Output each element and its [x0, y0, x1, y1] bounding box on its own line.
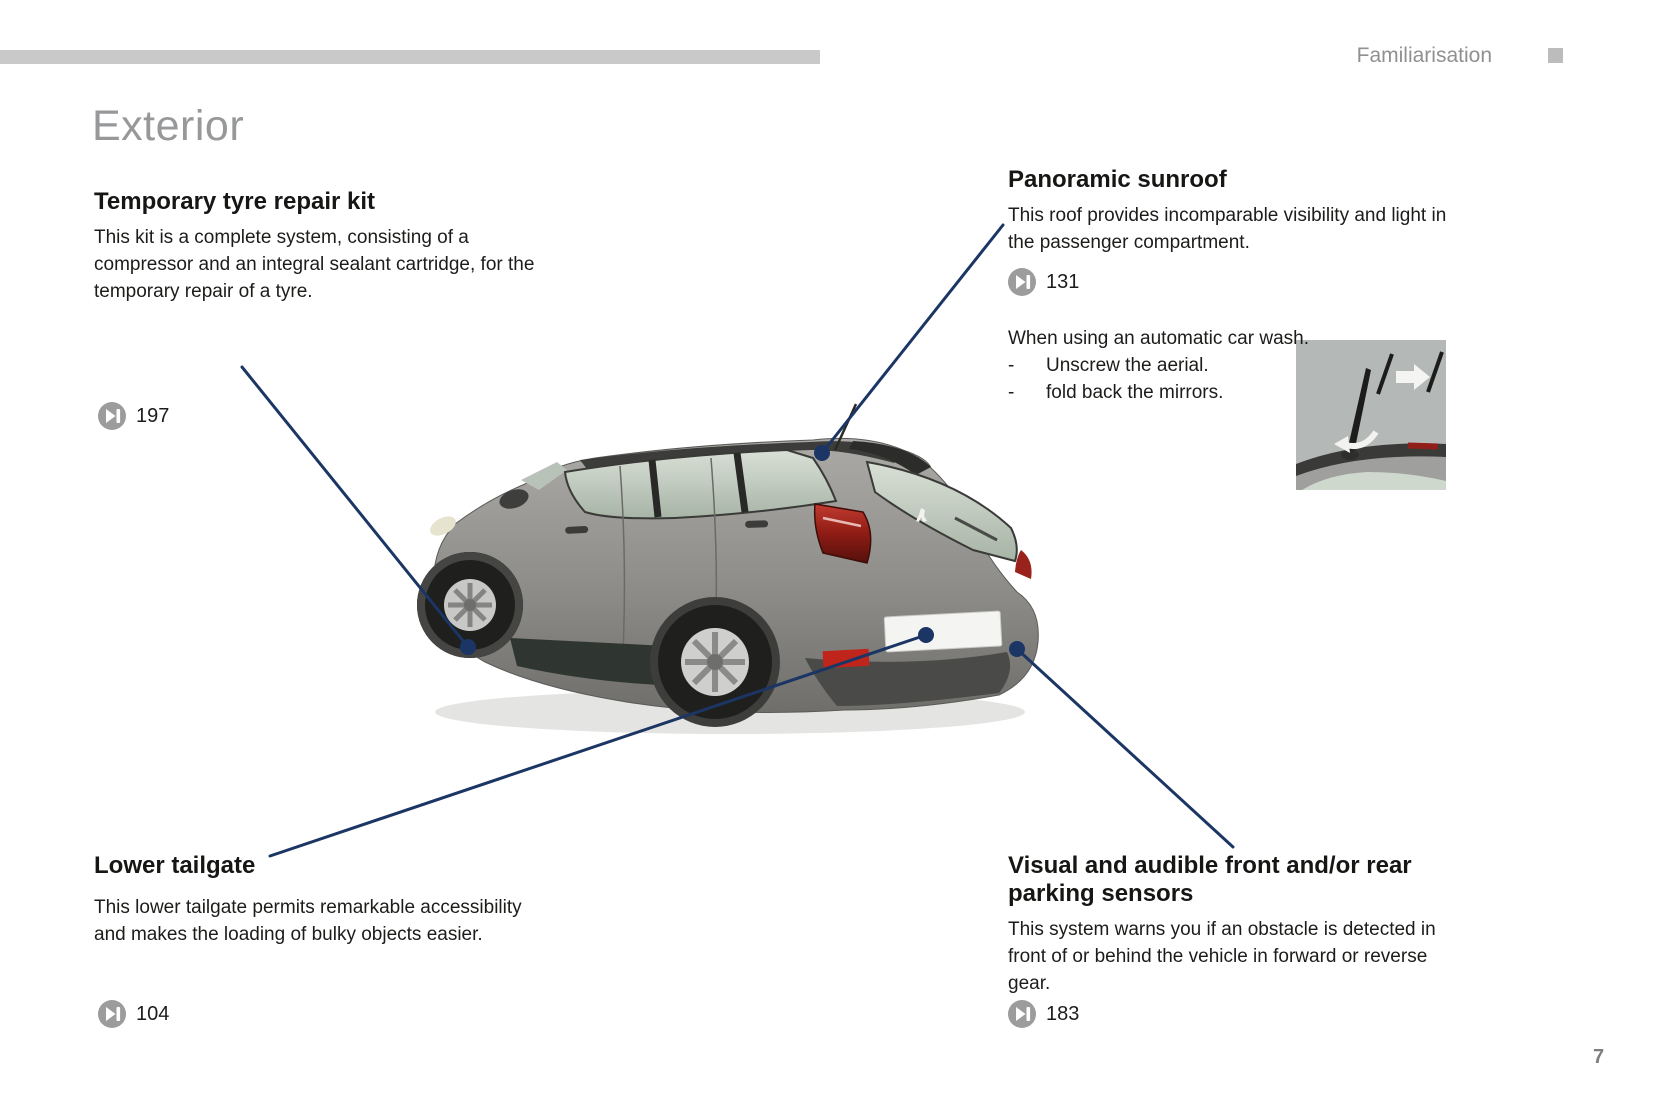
- list-item-text: Unscrew the aerial.: [1046, 355, 1209, 376]
- body-line: This kit is a complete system, consisting of a: [94, 227, 469, 248]
- chapter-label: Familiarisation: [1356, 44, 1492, 67]
- carwash-list: [1008, 352, 1223, 406]
- heading-line: parking sensors: [1008, 880, 1194, 907]
- page-ref-sunroof: [1008, 268, 1079, 296]
- page-ref-number: 131: [1046, 270, 1080, 293]
- callout-dot-tyre-kit: [460, 639, 476, 655]
- body-line: temporary repair of a tyre.: [94, 281, 313, 302]
- page-ref-tailgate: [98, 1000, 169, 1028]
- body-line: gear.: [1008, 973, 1051, 994]
- body-line: This roof provides incomparable visibility and light in: [1008, 205, 1447, 226]
- callout-dot-parking: [1009, 641, 1025, 657]
- page-ref-number: 183: [1046, 1002, 1080, 1025]
- callout-line-tailgate: [270, 635, 926, 856]
- page-title: Exterior: [92, 102, 245, 150]
- callout-line-parking: [1017, 649, 1233, 847]
- page-ref-parking: [1008, 1000, 1079, 1028]
- page-ref-number: 197: [136, 404, 170, 427]
- section-body-parking: [1008, 916, 1436, 997]
- callout-dot-tailgate: [918, 627, 934, 643]
- callout-line-sunroof: [822, 225, 1003, 453]
- section-heading-tyre-kit: Temporary tyre repair kit: [94, 188, 376, 215]
- heading-line: Visual and audible front and/or rear: [1008, 852, 1412, 879]
- page-reference-icon: [1008, 268, 1036, 296]
- list-dash: -: [1008, 382, 1015, 403]
- carwash-intro: When using an automatic car wash.: [1008, 328, 1309, 349]
- page-reference-icon: [98, 1000, 126, 1028]
- carwash-list-item: [1008, 379, 1223, 406]
- carwash-list-item: [1008, 352, 1223, 379]
- section-heading-sunroof: Panoramic sunroof: [1008, 166, 1227, 193]
- page-reference-icon: [98, 402, 126, 430]
- body-line: front of or behind the vehicle in forward or reverse: [1008, 946, 1428, 967]
- section-body-sunroof: [1008, 202, 1446, 256]
- page-number: 7: [1593, 1046, 1605, 1068]
- body-line: compressor and an integral sealant cartridge, for the: [94, 254, 535, 275]
- page-reference-icon: [1008, 1000, 1036, 1028]
- body-line: This lower tailgate permits remarkable accessibility: [94, 897, 522, 918]
- body-line: the passenger compartment.: [1008, 232, 1250, 253]
- callout-line-tyre-kit: [242, 367, 468, 647]
- body-line: This system warns you if an obstacle is detected in: [1008, 919, 1436, 940]
- section-heading-tailgate: Lower tailgate: [94, 852, 256, 879]
- callout-dot-sunroof: [814, 445, 830, 461]
- section-body-tyre-kit: [94, 224, 534, 305]
- section-heading-parking: [1008, 852, 1412, 908]
- list-dash: -: [1008, 355, 1015, 376]
- page-ref-number: 104: [136, 1002, 170, 1025]
- section-body-tailgate: [94, 894, 522, 948]
- page-ref-tyre-kit: [98, 402, 169, 430]
- body-line: and makes the loading of bulky objects easier.: [94, 924, 483, 945]
- list-item-text: fold back the mirrors.: [1046, 382, 1224, 403]
